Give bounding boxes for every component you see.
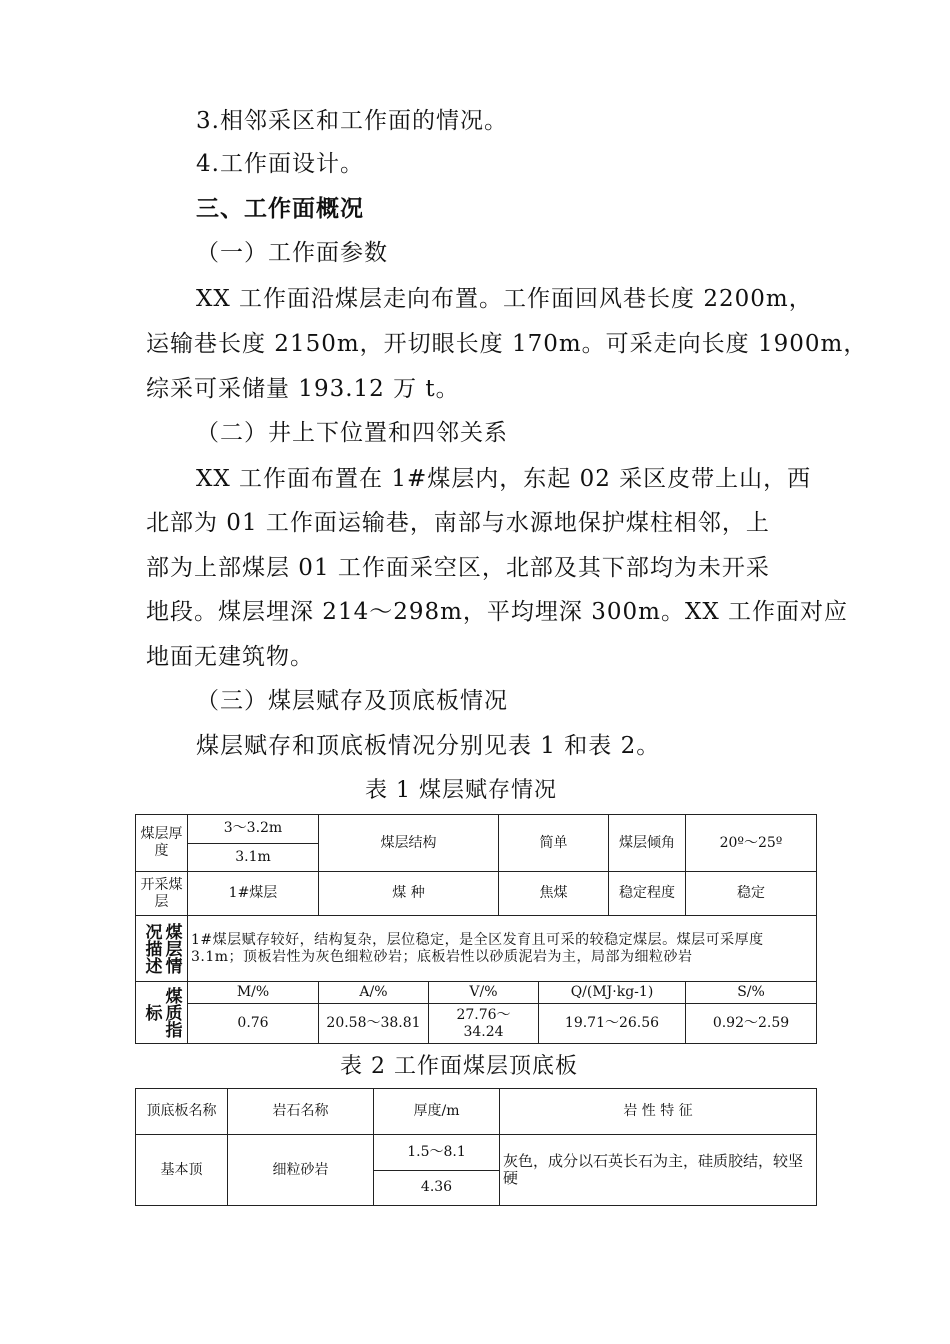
structure-label: 煤层结构 — [319, 815, 499, 872]
layer-name: 基本顶 — [136, 1135, 228, 1206]
mined-seam-value: 1#煤层 — [188, 872, 319, 916]
section-heading: 三、工作面概况 — [196, 196, 364, 222]
thickness-label: 煤层厚度 — [136, 815, 188, 872]
paragraph-line: 北部为 01 工作面运输巷，南部与水源地保护煤柱相邻，上 — [146, 510, 770, 536]
paragraph-line: 4.工作面设计。 — [196, 151, 364, 177]
coal-type-label: 煤 种 — [319, 872, 499, 916]
paragraph-line: 综采可采储量 193.12 万 t。 — [146, 376, 460, 402]
rock-feature: 灰色，成分以石英长石为主，硅质胶结，较坚硬 — [500, 1135, 817, 1206]
coal-seam-table — [135, 814, 817, 1044]
rock-name: 细粒砂岩 — [228, 1135, 374, 1206]
paragraph-line: XX 工作面沿煤层走向布置。工作面回风巷长度 2200m， — [196, 286, 813, 312]
thickness-cell — [374, 1135, 500, 1206]
table2-header: 顶底板名称 — [136, 1089, 228, 1135]
quality-value: 20.58～38.81 — [319, 1004, 429, 1044]
quality-value: 27.76～34.24 — [429, 1004, 539, 1044]
subsection-heading: （三）煤层赋存及顶底板情况 — [196, 688, 508, 714]
subsection-heading: （一）工作面参数 — [196, 240, 388, 266]
paragraph-line: 部为上部煤层 01 工作面采空区，北部及其下部均为未开采 — [146, 555, 770, 581]
paragraph-line: 运输巷长度 2150m，开切眼长度 170m。可采走向长度 1900m， — [146, 331, 868, 357]
thickness-range: 3～3.2m — [188, 815, 318, 844]
quality-value: 0.92～2.59 — [686, 1004, 817, 1044]
paragraph-line: 地段。煤层埋深 214～298m，平均埋深 300m。XX 工作面对应 — [146, 599, 848, 625]
quality-label — [136, 982, 188, 1044]
paragraph-line: XX 工作面布置在 1#煤层内，东起 02 采区皮带上山，西 — [196, 466, 812, 492]
dip-value: 20º～25º — [686, 815, 817, 872]
quality-header: Q/(MJ·kg-1) — [539, 982, 686, 1004]
description-label — [136, 916, 188, 982]
paragraph-line: 3.相邻采区和工作面的情况。 — [196, 108, 508, 134]
description-label-col1: 况描述 — [141, 923, 162, 974]
stability-value: 稳定 — [686, 872, 817, 916]
description-text: 1#煤层赋存较好，结构复杂，层位稳定，是全区发育且可采的较稳定煤层。煤层可采厚度 3.1m；顶板岩性为灰色细粒砂岩；底板岩性以砂质泥岩为主，局部为细粒砂岩 — [188, 916, 817, 982]
coal-type-value: 焦煤 — [499, 872, 609, 916]
thickness-avg: 4.36 — [420, 1179, 453, 1196]
description-label-col2: 煤层情 — [161, 923, 182, 974]
paragraph-line: 煤层赋存和顶底板情况分别见表 1 和表 2。 — [196, 733, 661, 759]
table2-header: 厚度/m — [374, 1089, 500, 1135]
quality-header: V/% — [429, 982, 539, 1004]
structure-value: 简单 — [499, 815, 609, 872]
quality-label-col2: 煤质指 — [161, 987, 182, 1038]
subsection-heading: （二）井上下位置和四邻关系 — [196, 420, 508, 446]
quality-value: 19.71～26.56 — [539, 1004, 686, 1044]
thickness-range: 1.5～8.1 — [374, 1135, 499, 1171]
quality-value: 0.76 — [188, 1004, 319, 1044]
dip-label: 煤层倾角 — [609, 815, 686, 872]
quality-header: M/% — [188, 982, 319, 1004]
quality-label-col1: 标 — [141, 1004, 162, 1021]
paragraph-line: 地面无建筑物。 — [146, 644, 314, 670]
table2-caption: 表 2 工作面煤层顶底板 — [340, 1054, 578, 1079]
thickness-cell — [188, 815, 319, 872]
thickness-avg: 3.1m — [235, 848, 271, 865]
table2-header: 岩石名称 — [228, 1089, 374, 1135]
roof-floor-table — [135, 1088, 817, 1206]
mined-seam-label: 开采煤层 — [136, 872, 188, 916]
quality-header: S/% — [686, 982, 817, 1004]
quality-header: A/% — [319, 982, 429, 1004]
table1-caption: 表 1 煤层赋存情况 — [365, 778, 557, 803]
stability-label: 稳定程度 — [609, 872, 686, 916]
table2-header: 岩 性 特 征 — [500, 1089, 817, 1135]
